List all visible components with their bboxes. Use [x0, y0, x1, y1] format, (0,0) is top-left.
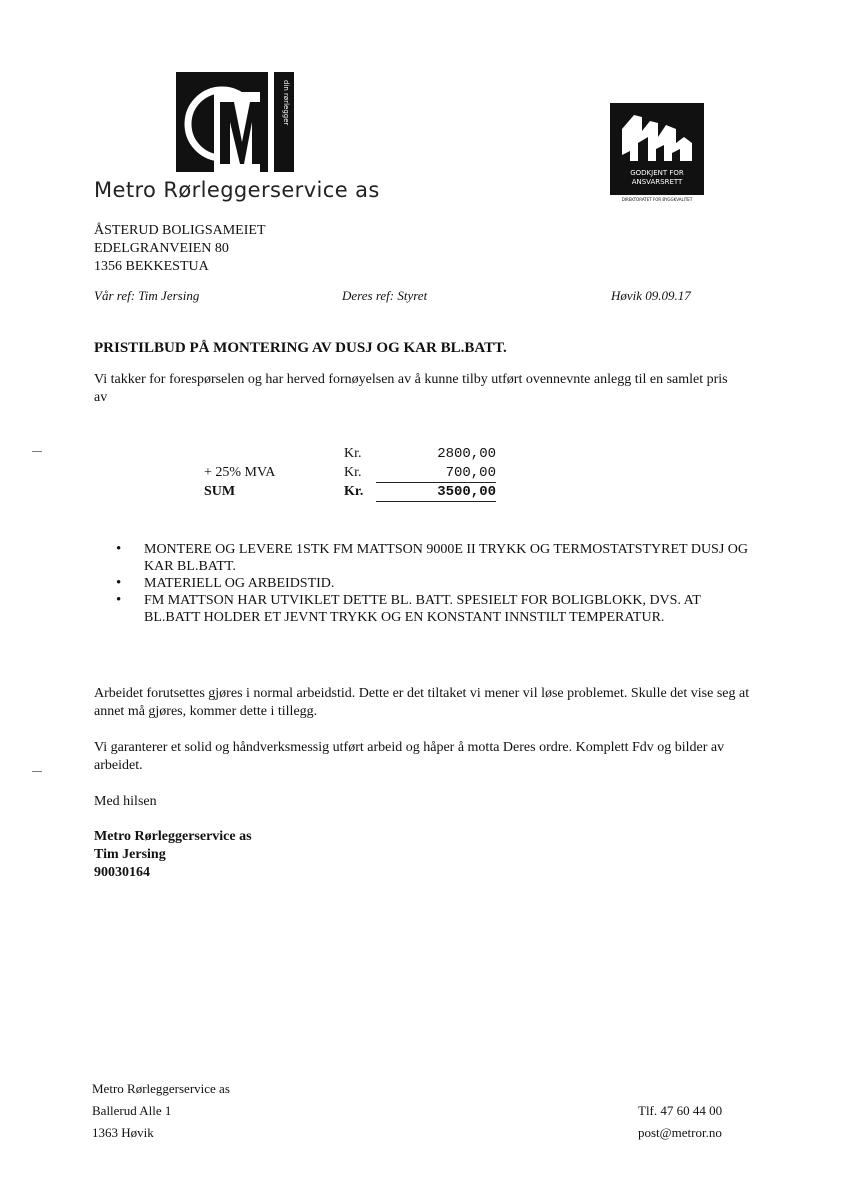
list-item: • MONTERE OG LEVERE 1STK FM MATTSON 9000E II TRYKK OG TERMOSTATSTYRET DUSJ OG KAR BL.BATT.	[116, 541, 756, 575]
certification-badge	[610, 103, 704, 203]
footer-company: Metro Rørleggerservice as	[92, 1081, 230, 1096]
list-item: • MATERIELL OG ARBEIDSTID.	[116, 575, 756, 592]
footer-city: 1363 Høvik	[92, 1125, 154, 1140]
footer-phone: Tlf. 47 60 44 00	[638, 1103, 723, 1118]
guarantee-paragraph: Vi garanterer et solid og håndverksmessig utført arbeid og håper å motta Deres ordre. Komplett Fdv og bilder av arbeidet.	[94, 740, 725, 773]
recipient-address	[94, 222, 266, 276]
your-reference: Deres ref: Styret	[342, 288, 428, 303]
logo-vertical-text: din rørlegger	[282, 80, 290, 126]
margin-mark	[32, 451, 42, 452]
recipient-street: EDELGRANVEIEN 80	[94, 241, 229, 256]
recipient-city: 1356 BEKKESTUA	[94, 259, 209, 274]
price-currency-1: Kr.	[344, 446, 362, 461]
footer-street: Ballerud Alle 1	[92, 1103, 172, 1118]
sum-divider	[376, 482, 496, 483]
list-item: • FM MATTSON HAR UTVIKLET DETTE BL. BATT. SPESIELT FOR BOLIGBLOKK, DVS. AT BL.BATT HOLDER ET JEVNT TRYKK OG EN KONSTANT INNSTILT TEMPERATUR.	[116, 592, 756, 626]
place-date: Høvik 09.09.17	[611, 288, 691, 303]
sum-amount: 3500,00	[437, 484, 496, 500]
margin-mark	[32, 771, 42, 772]
our-reference: Vår ref: Tim Jersing	[94, 288, 200, 303]
price-amount-1: 2800,00	[437, 446, 496, 462]
sum-underline	[376, 501, 496, 502]
certification-graphic	[610, 103, 704, 203]
intro-paragraph: Vi takker for forespørselen og har herved fornøyelsen av å kunne tilby utført ovennevnte anlegg til en samlet pris av	[94, 372, 728, 405]
signature-company: Metro Rørleggerservice as	[94, 829, 252, 844]
conditions-paragraph: Arbeidet forutsettes gjøres i normal arbeidstid. Dette er det tiltaket vi mener vil løse problemet. Skulle det vise seg at annet må gjøres, kommer dette i tillegg.	[94, 686, 750, 719]
signature-phone: 90030164	[94, 865, 150, 880]
recipient-name: ÅSTERUD BOLIGSAMEIET	[94, 223, 266, 238]
cert-label-2: ANSVARSRETT	[631, 178, 683, 186]
footer-address	[92, 1078, 230, 1144]
signature-name: Tim Jersing	[94, 847, 166, 862]
letter-subject: PRISTILBUD PÅ MONTERING AV DUSJ OG KAR BL.BATT.	[94, 340, 507, 356]
company-logo	[176, 72, 296, 172]
closing-greeting: Med hilsen	[94, 794, 157, 809]
footer-email: post@metror.no	[638, 1125, 722, 1140]
price-currency-2: Kr.	[344, 465, 362, 480]
sum-label: SUM	[204, 484, 236, 499]
logo-graphic	[176, 72, 296, 172]
signature-block	[94, 828, 252, 882]
footer-contact	[638, 1100, 722, 1144]
cert-label-1: GODKJENT FOR	[630, 169, 684, 177]
price-amount-2: 700,00	[445, 465, 496, 481]
company-name-heading: Metro Rørleggerservice as	[94, 178, 380, 202]
price-currency-3: Kr.	[344, 484, 364, 499]
vat-label: + 25% MVA	[204, 465, 276, 480]
cert-small-text: DIREKTORATET FOR BYGGKVALITET	[621, 197, 693, 202]
scope-list	[116, 541, 756, 626]
